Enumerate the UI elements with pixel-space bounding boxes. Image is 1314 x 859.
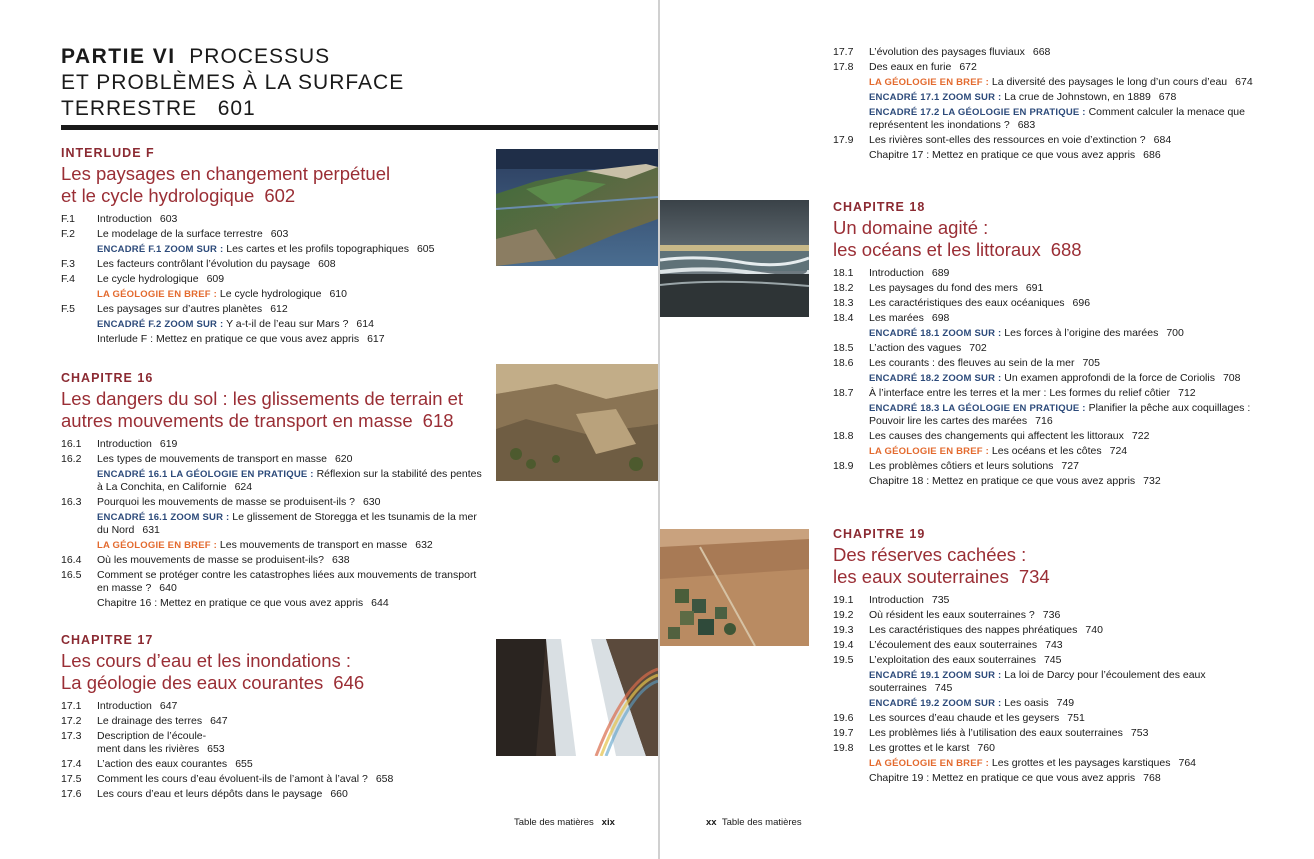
entry-page: 732	[1143, 475, 1161, 487]
toc-entry	[833, 712, 1258, 725]
entry-title: À l’interface entre les terres et la mer : Les formes du relief côtier	[869, 387, 1171, 399]
entry-number: 19.3	[833, 624, 854, 636]
entry-number: 17.5	[61, 773, 82, 785]
toc-entry	[833, 357, 1258, 370]
section-title: Les dangers du sol : les glissements de terrain et autres mouvements de transport en masse 618	[61, 388, 464, 431]
entry-number: 18.9	[833, 460, 854, 472]
entry-page: 620	[334, 453, 353, 465]
box-text: Le cycle hydrologique	[219, 288, 322, 300]
entry-page: 672	[959, 61, 977, 73]
entry-page: 764	[1178, 757, 1197, 769]
entry-title: Où résident les eaux souterraines ?	[869, 609, 1035, 621]
section-chapter-17-continued	[833, 46, 1258, 164]
toc-entry	[833, 312, 1258, 325]
entry-text	[869, 609, 1258, 622]
entry-page: 674	[1235, 76, 1253, 88]
entry-text: Chapitre 18 : Mettez en pratique ce que vous avez appris	[869, 475, 1136, 487]
toc-entry	[61, 758, 486, 771]
section-chapter-17	[61, 633, 486, 803]
entry-page: 631	[142, 524, 160, 536]
entry-title: Des eaux en furie	[869, 61, 952, 73]
entry-number: 18.6	[833, 357, 854, 369]
geology-brief-entry	[97, 288, 481, 301]
geology-brief-entry	[869, 757, 1258, 770]
box-text: La diversité des paysages le long d’un cours d’eau	[991, 76, 1228, 88]
box-entry	[97, 511, 486, 537]
entry-text	[97, 788, 486, 801]
entry-title: L’action des vagues	[869, 342, 962, 354]
entry-page: 760	[977, 742, 995, 754]
box-text: La loi de Darcy pour l’écoulement des eaux souterraines	[869, 669, 1206, 694]
toc-entry	[61, 496, 486, 509]
entry-page: 638	[332, 554, 350, 566]
entry-page: 655	[235, 758, 253, 770]
footer-left: Table des matières xix	[514, 817, 615, 828]
entry-title: Description de l’écoule- ment dans les rivières	[97, 730, 207, 755]
practice-entry	[869, 475, 1258, 488]
entry-page: 658	[375, 773, 394, 785]
entry-page: 740	[1085, 624, 1103, 636]
box-label: ENCADRÉ 16.1 ZOOM SUR :	[97, 512, 230, 523]
toc-entry	[61, 569, 486, 595]
entry-title: Les types de mouvements de transport en masse	[97, 453, 327, 465]
entry-page: 724	[1109, 445, 1128, 457]
box-entry	[869, 669, 1258, 695]
entry-title: Les courants : des fleuves au sein de la mer	[869, 357, 1075, 369]
entry-page: 610	[329, 288, 347, 300]
entry-page: 644	[371, 597, 389, 609]
entry-title: L’exploitation des eaux souterraines	[869, 654, 1036, 666]
entry-title: Les problèmes côtiers et leurs solutions	[869, 460, 1054, 472]
entry-text: Chapitre 16 : Mettez en pratique ce que vous avez appris	[97, 597, 364, 609]
entry-title: Les facteurs contrôlant l’évolution du paysage	[97, 258, 311, 270]
entry-title: Introduction	[97, 700, 152, 712]
entry-number: F.5	[61, 303, 76, 315]
section-interlude-f	[61, 146, 481, 348]
entry-page: 684	[1153, 134, 1172, 146]
toc-entry	[833, 342, 1258, 355]
entry-number: 19.1	[833, 594, 854, 606]
toc-entry	[61, 730, 486, 756]
photo-waterfall	[496, 639, 658, 756]
entry-number: F.3	[61, 258, 76, 270]
box-label: ENCADRÉ 19.2 ZOOM SUR :	[869, 698, 1002, 709]
section-title: Les cours d’eau et les inondations : La géologie des eaux courantes 646	[61, 650, 365, 693]
entry-page: 743	[1045, 639, 1063, 651]
entry-number: 17.8	[833, 61, 854, 73]
toc-entry	[61, 438, 486, 451]
toc-entry	[61, 788, 486, 801]
entry-page: 678	[1158, 91, 1177, 103]
entry-number: 18.3	[833, 297, 854, 309]
entry-title: Comment se protéger contre les catastrophes liées aux mouvements de transport en masse ?	[97, 569, 477, 594]
section-title: Les paysages en changement perpétuel et le cycle hydrologique 602	[61, 163, 391, 206]
entry-text	[97, 758, 486, 771]
entry-number: 16.4	[61, 554, 82, 566]
practice-entry	[869, 149, 1258, 162]
entry-page: 751	[1067, 712, 1085, 724]
toc-entry	[833, 609, 1258, 622]
entry-number: 17.3	[61, 730, 82, 742]
box-text: Les forces à l’origine des marées	[1004, 327, 1159, 339]
entry-text	[97, 700, 486, 713]
entry-number: 18.8	[833, 430, 854, 442]
box-entry	[869, 697, 1258, 710]
box-label: ENCADRÉ 17.2 LA GÉOLOGIE EN PRATIQUE :	[869, 107, 1086, 118]
toc-entry	[833, 46, 1258, 59]
entry-number: 18.4	[833, 312, 854, 324]
toc-entry	[833, 267, 1258, 280]
box-label: LA GÉOLOGIE EN BREF :	[869, 758, 989, 769]
entry-page: 745	[934, 682, 953, 694]
toc-entry	[833, 594, 1258, 607]
entry-page: 647	[210, 715, 228, 727]
entry-text	[97, 258, 481, 271]
entry-text	[869, 267, 1258, 280]
toc-entry	[61, 303, 481, 316]
section-chapter-16	[61, 371, 486, 612]
entry-number: 17.7	[833, 46, 854, 58]
entry-page: 640	[159, 582, 177, 594]
entry-page: 624	[234, 481, 253, 493]
entry-title: Introduction	[97, 213, 152, 225]
entry-title: Les sources d’eau chaude et les geysers	[869, 712, 1060, 724]
section-chapter-18	[833, 200, 1258, 490]
entry-page: 683	[1017, 119, 1036, 131]
geology-brief-entry	[97, 539, 486, 552]
photo-aerial-coast	[496, 149, 658, 266]
part-rule	[61, 125, 658, 130]
entry-page: 702	[969, 342, 987, 354]
entry-page: 768	[1143, 772, 1161, 784]
entry-page: 668	[1032, 46, 1051, 58]
entry-page: 700	[1166, 327, 1184, 339]
entry-list	[833, 267, 1258, 488]
entry-number: F.1	[61, 213, 76, 225]
toc-entry	[833, 727, 1258, 740]
entry-number: F.4	[61, 273, 76, 285]
entry-number: 17.1	[61, 700, 82, 712]
entry-text	[97, 773, 486, 786]
entry-text	[869, 342, 1258, 355]
entry-page: 614	[356, 318, 374, 330]
entry-title: Comment les cours d’eau évoluent-ils de l’amont à l’aval ?	[97, 773, 368, 785]
entry-title: Introduction	[869, 594, 924, 606]
entry-text: Chapitre 17 : Mettez en pratique ce que vous avez appris	[869, 149, 1136, 161]
entry-number: 16.2	[61, 453, 82, 465]
entry-page: 727	[1061, 460, 1079, 472]
box-label: LA GÉOLOGIE EN BREF :	[97, 289, 217, 300]
box-text: Les oasis	[1004, 697, 1049, 709]
entry-text	[869, 594, 1258, 607]
box-entry	[869, 327, 1258, 340]
box-label: ENCADRÉ F.2 ZOOM SUR :	[97, 319, 224, 330]
entry-page: 698	[931, 312, 950, 324]
entry-number: 19.6	[833, 712, 854, 724]
entry-text	[97, 228, 481, 241]
geology-brief-entry	[869, 76, 1258, 89]
entry-text	[97, 554, 486, 567]
entry-text	[97, 730, 486, 756]
box-text: Les océans et les côtes	[991, 445, 1102, 457]
entry-page: 605	[416, 243, 435, 255]
entry-page: 686	[1143, 149, 1161, 161]
entry-number: 17.2	[61, 715, 82, 727]
box-label: ENCADRÉ 19.1 ZOOM SUR :	[869, 670, 1002, 681]
entry-title: Les rivières sont-elles des ressources en voie d’extinction ?	[869, 134, 1146, 146]
geology-brief-entry	[869, 445, 1258, 458]
entry-title: Introduction	[869, 267, 924, 279]
entry-page: 722	[1131, 430, 1150, 442]
entry-number: 19.5	[833, 654, 854, 666]
entry-number: 19.7	[833, 727, 854, 739]
section-label: INTERLUDE F	[61, 146, 155, 160]
part-page: 601	[217, 97, 256, 120]
entry-page: 653	[207, 743, 225, 755]
entry-list	[61, 213, 481, 346]
practice-entry	[97, 333, 481, 346]
entry-title: Pourquoi les mouvements de masse se produisent-ils ?	[97, 496, 355, 508]
entry-page: 708	[1222, 372, 1241, 384]
entry-page: 745	[1043, 654, 1062, 666]
entry-list	[61, 700, 486, 801]
entry-text	[869, 430, 1258, 443]
box-text: Les cartes et les profils topographiques	[226, 243, 409, 255]
entry-page: 712	[1178, 387, 1196, 399]
box-entry	[869, 106, 1258, 132]
box-label: ENCADRÉ 17.1 ZOOM SUR :	[869, 92, 1002, 103]
part-label: PARTIE VI	[61, 45, 176, 68]
part-title	[61, 44, 561, 122]
entry-title: Où les mouvements de masse se produisent-ils?	[97, 554, 325, 566]
toc-entry	[61, 228, 481, 241]
box-text: Les grottes et les paysages karstiques	[991, 757, 1171, 769]
entry-number: 19.2	[833, 609, 854, 621]
entry-title: Les caractéristiques des nappes phréatiques	[869, 624, 1078, 636]
entry-number: 16.1	[61, 438, 82, 450]
entry-title: Les grottes et le karst	[869, 742, 970, 754]
entry-page: 689	[931, 267, 950, 279]
box-label: ENCADRÉ 18.2 ZOOM SUR :	[869, 373, 1002, 384]
entry-page: 608	[318, 258, 336, 270]
box-label: ENCADRÉ F.1 ZOOM SUR :	[97, 244, 224, 255]
entry-text	[869, 297, 1258, 310]
toc-entry	[833, 742, 1258, 755]
box-label: LA GÉOLOGIE EN BREF :	[97, 540, 217, 551]
entry-title: Les marées	[869, 312, 924, 324]
entry-text	[869, 712, 1258, 725]
toc-entry	[833, 639, 1258, 652]
toc-entry	[833, 61, 1258, 74]
entry-page: 619	[159, 438, 178, 450]
toc-entry	[61, 700, 486, 713]
entry-text	[97, 213, 481, 226]
section-label: CHAPITRE 18	[833, 200, 926, 214]
toc-entry	[833, 134, 1258, 147]
entry-title: L’écoulement des eaux souterraines	[869, 639, 1038, 651]
entry-number: 19.8	[833, 742, 854, 754]
photo-ocean-shore	[660, 200, 809, 317]
entry-text	[869, 282, 1258, 295]
box-text: Le glissement de Storegga et les tsunamis de la mer du Nord	[97, 511, 477, 536]
entry-number: 19.4	[833, 639, 854, 651]
section-label: CHAPITRE 16	[61, 371, 154, 385]
entry-title: Le drainage des terres	[97, 715, 203, 727]
entry-text	[97, 715, 486, 728]
toc-entry	[833, 460, 1258, 473]
box-label: LA GÉOLOGIE EN BREF :	[869, 446, 989, 457]
entry-text	[869, 639, 1258, 652]
box-text: Planifier la pêche aux coquillages : Pouvoir lire les cartes des marées	[869, 402, 1251, 427]
box-text: Y a-t-il de l’eau sur Mars ?	[226, 318, 349, 330]
entry-text: Chapitre 19 : Mettez en pratique ce que vous avez appris	[869, 772, 1136, 784]
section-title: Des réserves cachées : les eaux souterraines 734	[833, 544, 1050, 587]
entry-text	[869, 46, 1258, 59]
box-entry	[97, 243, 481, 256]
book-spine	[658, 0, 660, 859]
entry-title: Le modelage de la surface terrestre	[97, 228, 263, 240]
entry-text	[869, 727, 1258, 740]
entry-text	[97, 569, 486, 595]
entry-page: 647	[159, 700, 178, 712]
entry-title: Les causes des changements qui affectent les littoraux	[869, 430, 1124, 442]
entry-number: 18.7	[833, 387, 854, 399]
entry-title: Introduction	[97, 438, 152, 450]
toc-entry	[61, 773, 486, 786]
entry-page: 632	[415, 539, 433, 551]
section-label: CHAPITRE 17	[61, 633, 154, 647]
part-title-line3: TERRESTRE	[61, 97, 198, 120]
box-text: Comment calculer la menace que représentent les inondations ?	[869, 106, 1245, 131]
entry-list	[833, 46, 1258, 162]
box-text: Réflexion sur la stabilité des pentes à La Conchita, en Californie	[97, 468, 482, 493]
box-label: LA GÉOLOGIE EN BREF :	[869, 77, 989, 88]
photo-irrigated-desert	[660, 529, 809, 646]
toc-entry	[61, 554, 486, 567]
photo-landslide	[496, 364, 658, 481]
entry-page: 630	[362, 496, 381, 508]
toc-entry	[833, 282, 1258, 295]
box-entry	[97, 468, 486, 494]
box-text: Un examen approfondi de la force de Coriolis	[1004, 372, 1215, 384]
practice-entry	[869, 772, 1258, 785]
box-entry	[869, 402, 1258, 428]
toc-entry	[833, 430, 1258, 443]
toc-entry	[833, 297, 1258, 310]
toc-entry	[833, 387, 1258, 400]
entry-title: Les cours d’eau et leurs dépôts dans le paysage	[97, 788, 323, 800]
entry-text	[869, 654, 1258, 667]
entry-page: 660	[330, 788, 348, 800]
toc-entry	[61, 213, 481, 226]
entry-page: 603	[270, 228, 289, 240]
toc-entry	[61, 273, 481, 286]
box-entry	[869, 372, 1258, 385]
entry-page: 716	[1035, 415, 1053, 427]
entry-text	[869, 387, 1258, 400]
entry-number: 17.9	[833, 134, 854, 146]
entry-title: Les paysages sur d’autres planètes	[97, 303, 263, 315]
entry-text	[869, 624, 1258, 637]
entry-number: 16.3	[61, 496, 82, 508]
entry-text	[97, 273, 481, 286]
entry-number: 18.2	[833, 282, 854, 294]
entry-page: 753	[1130, 727, 1149, 739]
part-title-line2: ET PROBLÈMES À LA SURFACE	[61, 71, 405, 94]
part-title-line1: PROCESSUS	[189, 45, 331, 68]
practice-entry	[97, 597, 486, 610]
entry-title: L’action des eaux courantes	[97, 758, 228, 770]
section-chapter-19	[833, 527, 1258, 787]
entry-page: 609	[206, 273, 225, 285]
box-label: ENCADRÉ 16.1 LA GÉOLOGIE EN PRATIQUE :	[97, 469, 314, 480]
entry-text	[97, 303, 481, 316]
entry-text	[97, 496, 486, 509]
entry-title: Les problèmes liés à l’utilisation des eaux souterraines	[869, 727, 1123, 739]
entry-page: 603	[159, 213, 178, 225]
entry-page: 749	[1056, 697, 1075, 709]
toc-entry	[61, 258, 481, 271]
entry-title: Le cycle hydrologique	[97, 273, 199, 285]
entry-text	[97, 438, 486, 451]
entry-page: 735	[931, 594, 950, 606]
entry-page: 691	[1025, 282, 1044, 294]
entry-number: 16.5	[61, 569, 82, 581]
toc-entry	[833, 624, 1258, 637]
entry-page: 736	[1042, 609, 1061, 621]
entry-text: Interlude F : Mettez en pratique ce que vous avez appris	[97, 333, 360, 345]
box-text: Les mouvements de transport en masse	[219, 539, 408, 551]
box-text: La crue de Johnstown, en 1889	[1004, 91, 1151, 103]
entry-number: 18.1	[833, 267, 854, 279]
entry-number: 17.6	[61, 788, 82, 800]
box-label: ENCADRÉ 18.1 ZOOM SUR :	[869, 328, 1002, 339]
entry-text	[97, 453, 486, 466]
entry-title: Les caractéristiques des eaux océaniques	[869, 297, 1065, 309]
entry-text	[869, 742, 1258, 755]
entry-number: 17.4	[61, 758, 82, 770]
entry-title: L’évolution des paysages fluviaux	[869, 46, 1025, 58]
toc-entry	[833, 654, 1258, 667]
entry-page: 612	[270, 303, 288, 315]
entry-list	[833, 594, 1258, 785]
entry-text	[869, 357, 1258, 370]
entry-text	[869, 460, 1258, 473]
box-entry	[97, 318, 481, 331]
entry-number: F.2	[61, 228, 76, 240]
section-label: CHAPITRE 19	[833, 527, 926, 541]
entry-title: Les paysages du fond des mers	[869, 282, 1018, 294]
toc-entry	[61, 453, 486, 466]
box-label: ENCADRÉ 18.3 LA GÉOLOGIE EN PRATIQUE :	[869, 403, 1086, 414]
section-title: Un domaine agité : les océans et les littoraux 688	[833, 217, 1082, 260]
entry-page: 617	[367, 333, 385, 345]
entry-text	[869, 312, 1258, 325]
entry-page: 705	[1082, 357, 1100, 369]
footer-right: xx Table des matières	[706, 817, 802, 828]
entry-number: 18.5	[833, 342, 854, 354]
entry-page: 696	[1072, 297, 1091, 309]
entry-text	[869, 61, 1258, 74]
toc-entry	[61, 715, 486, 728]
box-entry	[869, 91, 1258, 104]
entry-list	[61, 438, 486, 610]
entry-text	[869, 134, 1258, 147]
